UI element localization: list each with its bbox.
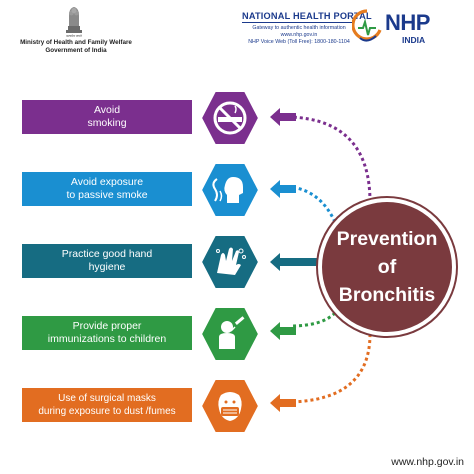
panel-hand-hygiene-line1: Practice good hand [61, 248, 153, 260]
arrow-immunizations [270, 322, 296, 340]
panel-immunizations-line1: Provide proper [72, 320, 142, 332]
panel-passive-smoke-line1: Avoid exposure [70, 176, 144, 188]
arrow-passive-smoke [270, 180, 296, 198]
nhp-logo-sub: INDIA [402, 35, 426, 45]
hex-avoid-smoking [200, 88, 260, 148]
center-title-line2: of [377, 256, 397, 278]
baby-vaccination-icon [211, 315, 249, 353]
passive-smoke-icon [211, 171, 249, 209]
portal-url: www.nhp.gov.in [280, 32, 318, 39]
center-title-circle [318, 198, 456, 336]
center-title-line1: Prevention [336, 228, 438, 250]
panel-surgical-masks [22, 388, 192, 422]
arrow-hand-hygiene [270, 253, 320, 271]
panel-avoid-smoking-line2: smoking [87, 117, 127, 129]
panel-surgical-masks-line1: Use of surgical masks [58, 393, 156, 404]
portal-tagline: Gateway to authentic health information [252, 25, 346, 31]
panel-avoid-smoking-line1: Avoid [93, 104, 121, 116]
panel-immunizations [22, 316, 192, 350]
nhp-logo-text: NHP [385, 10, 430, 35]
arrow-surgical-masks [270, 394, 296, 412]
ministry-line1: Ministry of Health and Family Welfare [20, 39, 132, 46]
no-smoking-icon [211, 99, 249, 137]
panel-passive-smoke-line2: to passive smoke [66, 189, 148, 201]
hand-washing-icon [211, 243, 249, 281]
panel-hand-hygiene-line2: hygiene [88, 261, 126, 273]
surgical-mask-icon [211, 387, 249, 425]
connector-immunization [290, 313, 335, 326]
arrow-avoid-smoking [270, 108, 296, 126]
panel-hand-hygiene [22, 244, 192, 278]
footer-url: www.nhp.gov.in [391, 456, 464, 468]
panel-immunizations-line2: immunizations to children [47, 333, 167, 345]
hex-hand-hygiene [200, 232, 260, 292]
hex-passive-smoke [200, 160, 260, 220]
ministry-line2: Government of India [45, 47, 107, 54]
hex-surgical-masks [200, 376, 260, 436]
connector-mask [290, 334, 370, 402]
portal-title: NATIONAL HEALTH PORTAL [242, 11, 372, 21]
center-title-line3: Bronchitis [338, 284, 436, 306]
panel-avoid-smoking [22, 100, 192, 134]
svg-text:सत्यमेव जयते: सत्यमेव जयते [66, 34, 82, 38]
portal-voice: NHP Voice Web (Toll Free): 1800-180-1104 [248, 39, 350, 46]
connector-smoking [290, 117, 370, 202]
connector-passive-smoke [290, 187, 335, 222]
hex-immunizations [200, 304, 260, 364]
panel-surgical-masks-line2: during exposure to dust /fumes [38, 406, 176, 417]
panel-passive-smoke [22, 172, 192, 206]
